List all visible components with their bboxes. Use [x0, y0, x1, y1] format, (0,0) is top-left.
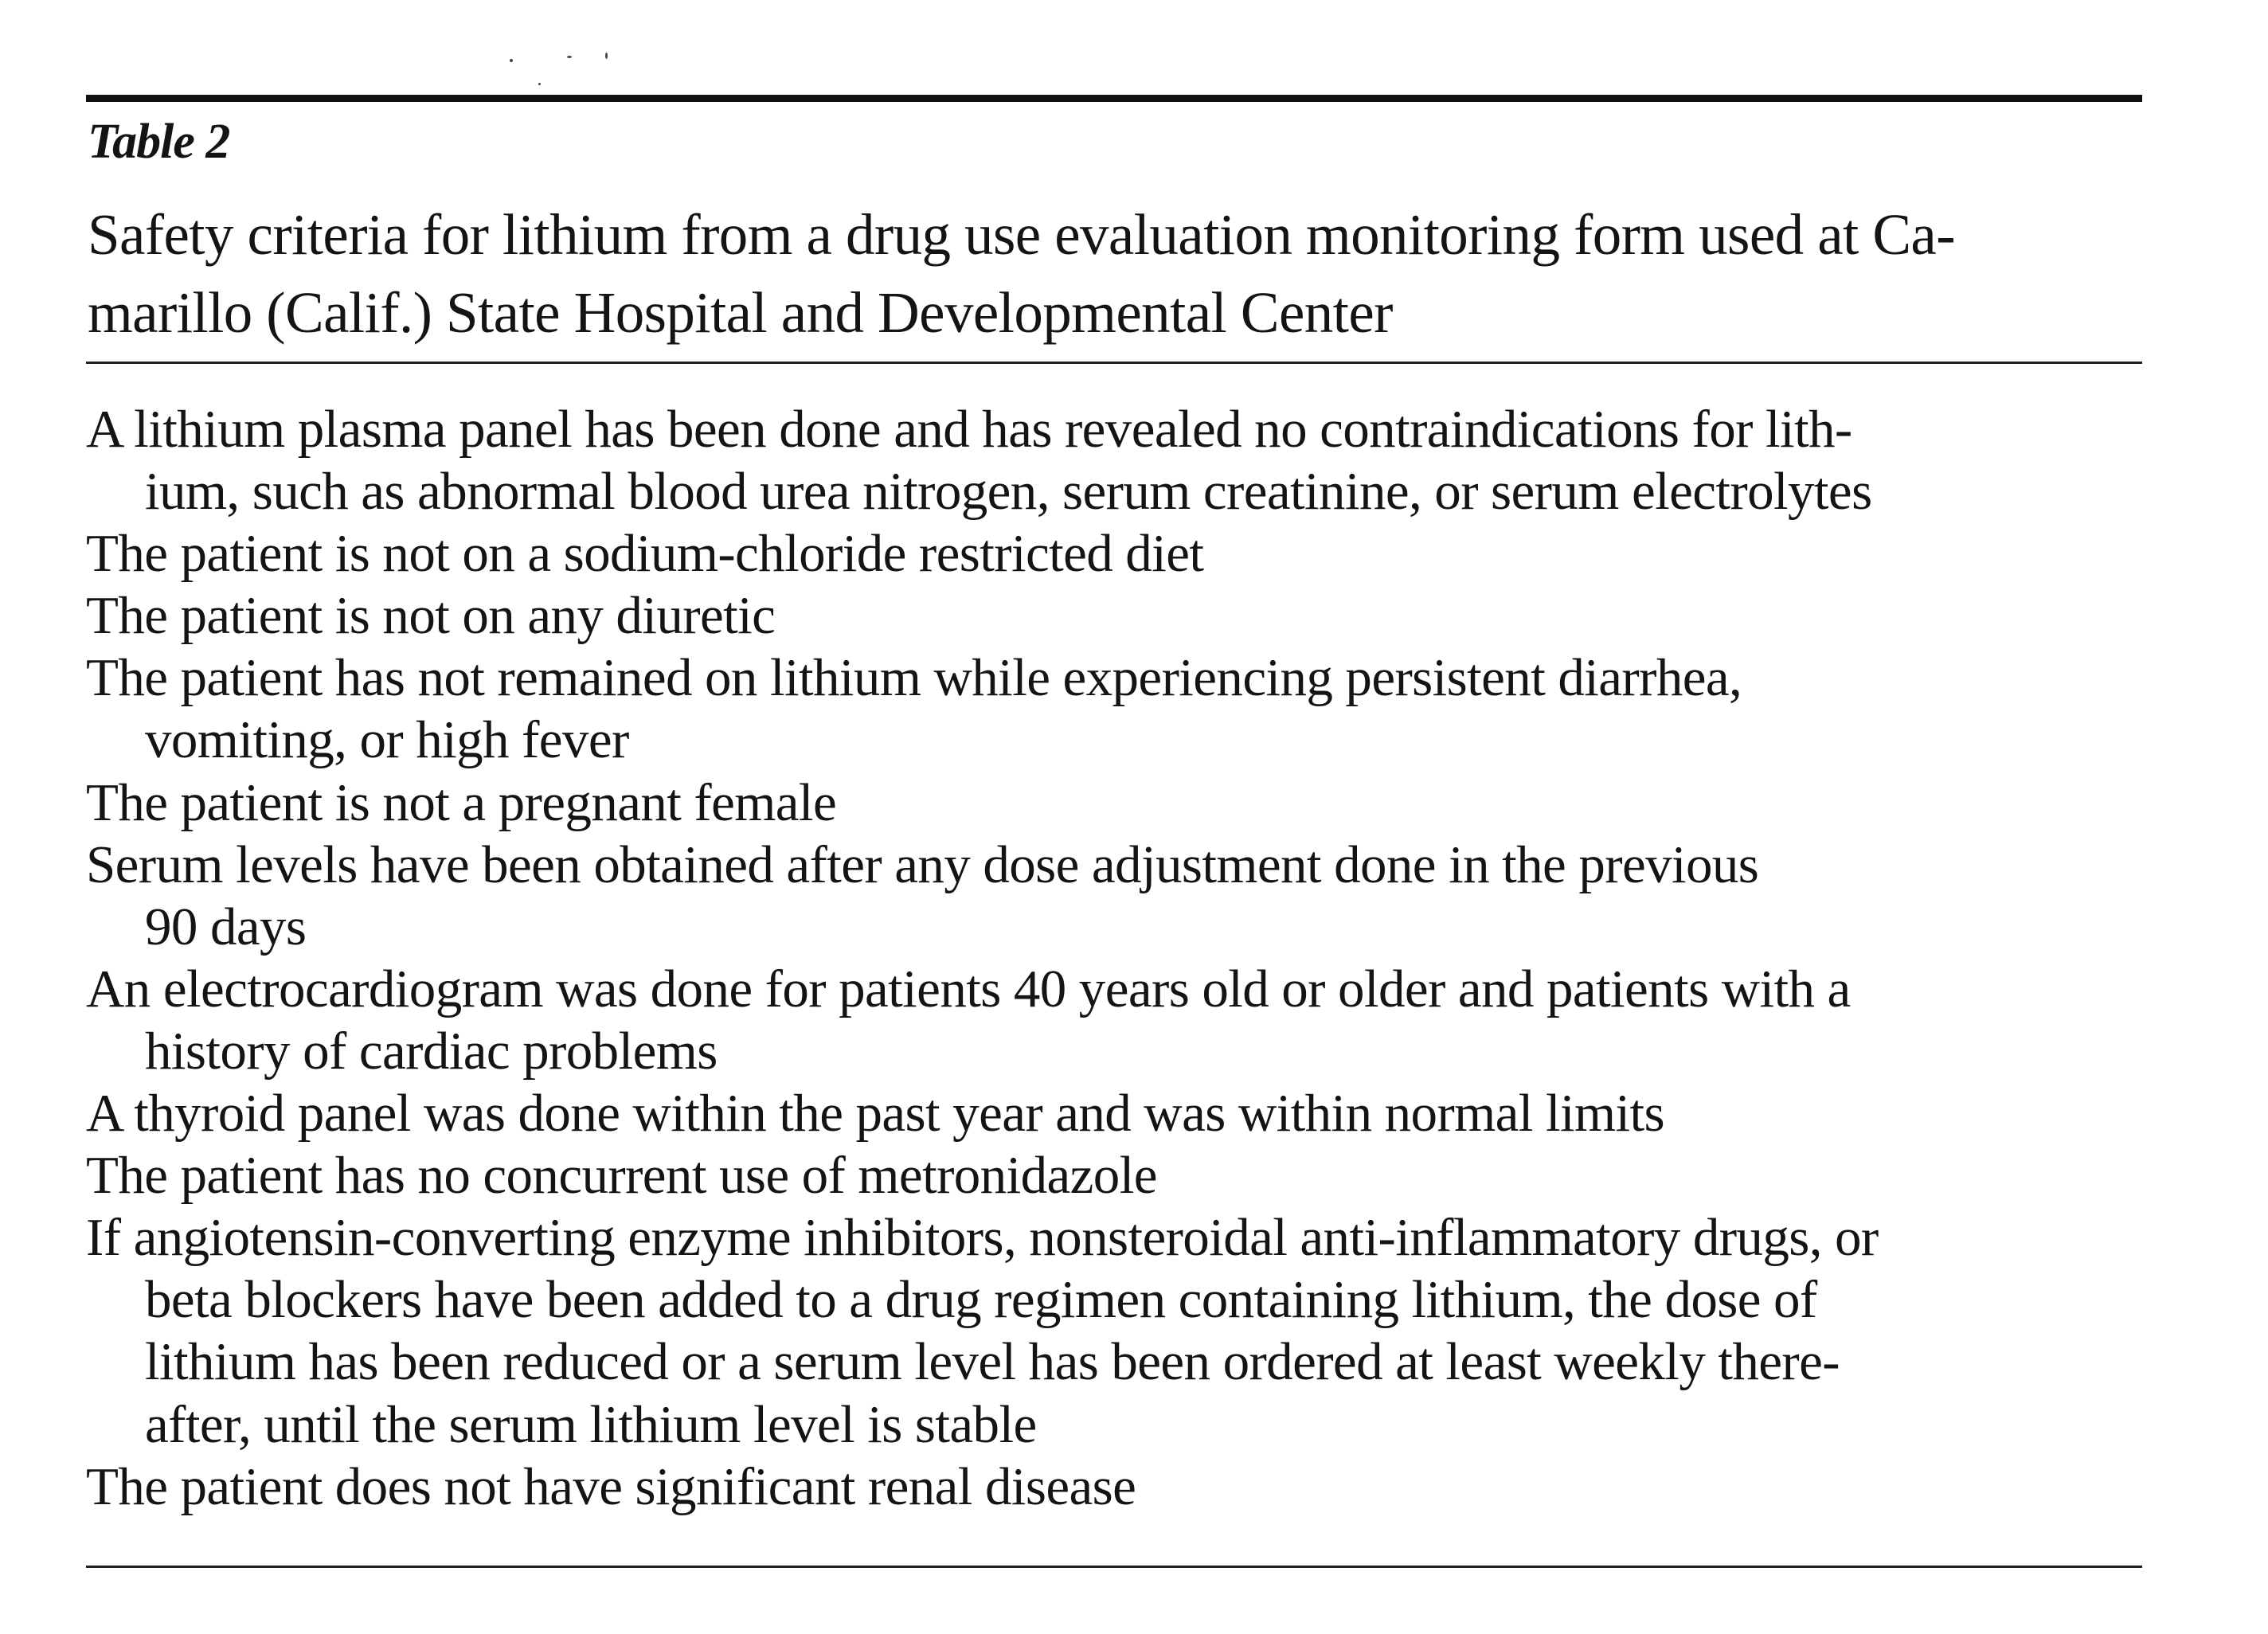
criterion-line: history of cardiac problems: [145, 1021, 718, 1081]
criterion-line: A thyroid panel was done within the past year and was within normal limits: [86, 1084, 1664, 1143]
table-label: Table 2: [88, 115, 230, 169]
criterion-line: Serum levels have been obtained after any dose adjustment done in the previous: [86, 835, 1759, 894]
criterion-item: [86, 772, 2196, 834]
criterion-line: after, until the serum lithium level is stable: [145, 1394, 1037, 1454]
criterion-item: [86, 1456, 2196, 1518]
criterion-item: [86, 584, 2196, 647]
criterion-line: The patient has no concurrent use of metronidazole: [86, 1146, 1157, 1206]
table-bottom-rule: [86, 1566, 2142, 1568]
criterion-line: lithium has been reduced or a serum level has been ordered at least weekly there-: [145, 1332, 1840, 1392]
criterion-line: ium, such as abnormal blood urea nitrogen, serum creatinine, or serum electrolytes: [145, 462, 1872, 522]
criterion-item: [86, 1206, 2196, 1455]
criterion-item: [86, 958, 2196, 1082]
scan-speck: [567, 56, 572, 58]
caption-line: Safety criteria for lithium from a drug use evaluation monitoring form used at Ca-: [88, 202, 1955, 267]
criterion-line: 90 days: [145, 897, 307, 956]
criterion-line: The patient is not on a sodium-chloride restricted diet: [86, 524, 1204, 584]
criterion-line: The patient is not on any diuretic: [86, 586, 776, 646]
scan-speck: [605, 53, 608, 59]
caption-divider-rule: [86, 362, 2142, 364]
criterion-line: The patient is not a pregnant female: [86, 772, 837, 832]
table-top-rule: [86, 95, 2142, 102]
scan-speck: [538, 83, 541, 85]
scan-speck: [510, 59, 513, 62]
criterion-item: [86, 1082, 2196, 1144]
criterion-item: [86, 398, 2196, 522]
criterion-line: A lithium plasma panel has been done and has revealed no contraindications for lith-: [86, 400, 1852, 459]
criteria-list: [86, 398, 2196, 1518]
criterion-line: The patient does not have significant renal disease: [86, 1456, 1136, 1516]
caption-line: marillo (Calif.) State Hospital and Developmental Center: [88, 280, 1393, 345]
criterion-line: If angiotensin-converting enzyme inhibitors, nonsteroidal anti-inflammatory drugs, or: [86, 1208, 1879, 1268]
criterion-line: The patient has not remained on lithium while experiencing persistent diarrhea,: [86, 648, 1742, 708]
criterion-line: An electrocardiogram was done for patients 40 years old or older and patients with a: [86, 959, 1851, 1018]
criterion-line: beta blockers have been added to a drug regimen containing lithium, the dose of: [145, 1270, 1817, 1330]
criterion-item: [86, 522, 2196, 584]
criterion-item: [86, 834, 2196, 958]
table-caption: [88, 196, 2158, 352]
criterion-item: [86, 647, 2196, 771]
criterion-line: vomiting, or high fever: [145, 710, 629, 770]
criterion-item: [86, 1144, 2196, 1206]
